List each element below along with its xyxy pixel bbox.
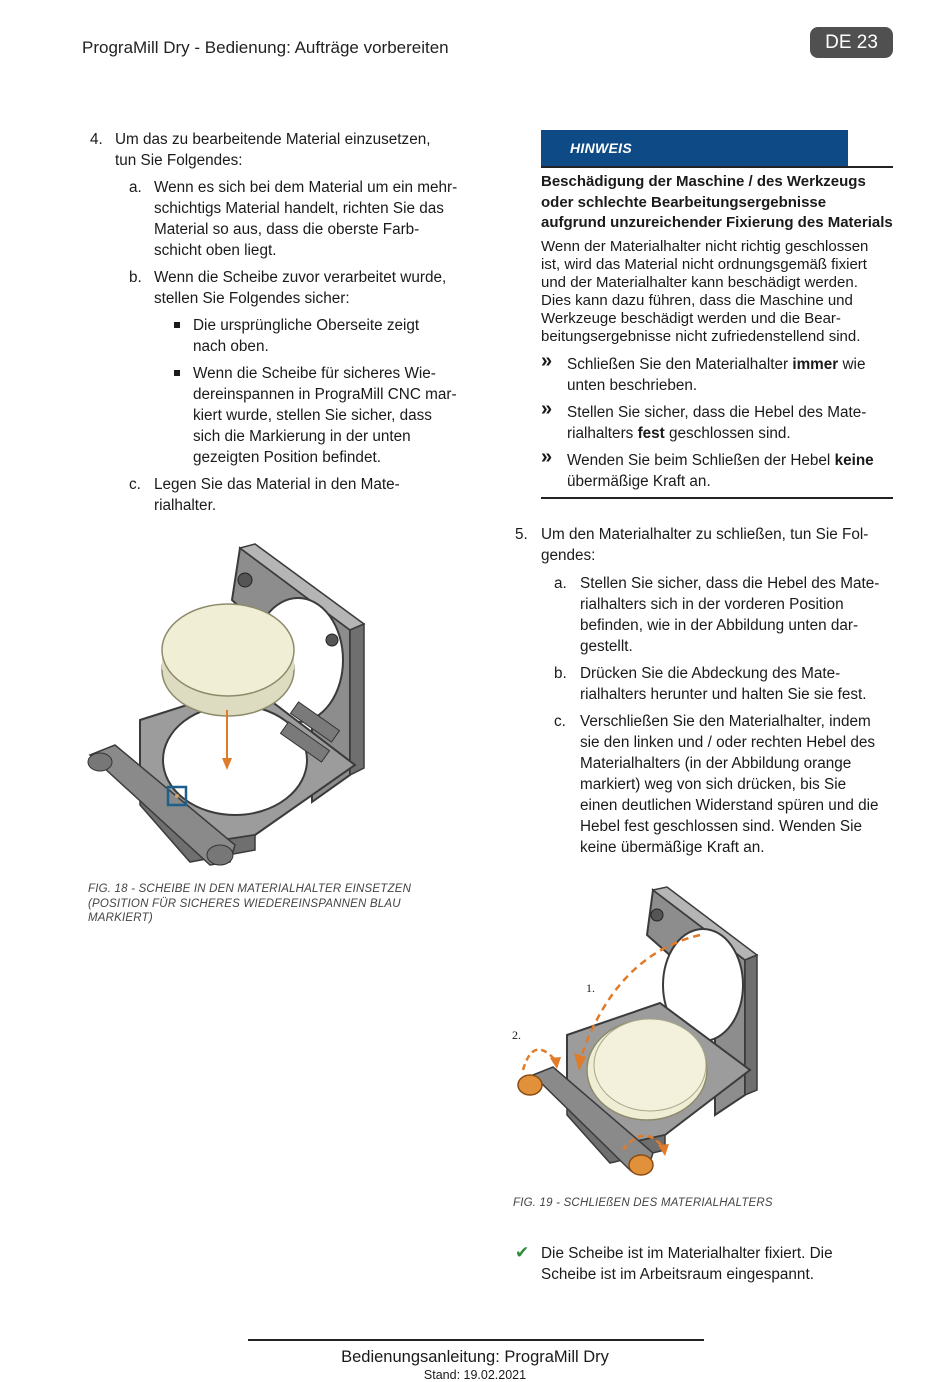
caption-line: FIG. 18 - SCHEIBE IN DEN MATERIALHALTER EINSETZEN [88,883,412,895]
text-line: schichtigs Material handelt, richten Sie das [154,200,444,217]
text-line: oder schlechte Bearbeitungsergebnisse [541,193,827,211]
text-line: beitungsergebnisse nicht zufriedenstellend sind. [541,328,861,345]
figure-19-illustration [505,885,775,1185]
text-line: übermäßige Kraft an. [567,473,711,490]
text-part: Schließen Sie den Materialhalter [567,356,793,373]
text-line: Stellen Sie sicher, dass die Hebel des Mate- [567,404,867,421]
notice-item [567,450,874,492]
text-line: dereinspannen in PrograMill CNC mar- [193,386,457,403]
figure-19-label-1: 1. [586,981,595,995]
emphasis: immer [792,356,839,373]
text-line: und der Materialhalter kann beschädigt werden. [541,274,858,291]
text-line: gezeigten Position befindet. [193,449,381,466]
substep-b-label: b. [129,269,142,286]
text-line: rialhalter. [154,497,217,514]
text-line: Material so aus, dass die oberste Farb- [154,221,420,238]
text-line: Wenn die Scheibe für sicheres Wie- [193,365,436,382]
figure-19-caption: FIG. 19 - SCHLIEßEN DES MATERIALHALTERS [513,1197,773,1209]
figure-18-illustration [80,540,380,875]
text-line: schicht oben liegt. [154,242,277,259]
text-line: gestellt. [580,638,633,655]
checkmark-icon: ✔ [515,1243,530,1262]
footer-title: Bedienungsanleitung: PrograMill Dry [341,1348,609,1366]
text-line: Um das zu bearbeitende Material einzusetzen, [115,131,431,148]
text-line: stellen Sie Folgendes sicher: [154,290,350,307]
notice-heading [541,172,893,234]
substep-b-text [580,663,867,705]
step-5-number: 5. [515,526,528,543]
double-chevron-icon: » [541,446,553,468]
result-text [541,1243,833,1285]
text-line: Wenn die Scheibe zuvor verarbeitet wurde, [154,269,447,286]
notice-body [541,238,868,346]
text-line: tun Sie Folgendes: [115,152,243,169]
text-line: markiert) weg von sich drücken, bis Sie [580,776,847,793]
emphasis: keine [834,452,874,469]
text-part: Wenden Sie beim Schließen der Hebel [567,452,835,469]
notice-top-rule [541,166,893,168]
page-number-badge: DE 23 [810,27,893,58]
text-line: nach oben. [193,338,269,355]
square-bullet-icon [174,322,180,328]
text-line: Die ursprüngliche Oberseite zeigt [193,317,420,334]
substep-c-label: c. [554,713,566,730]
text-line: aufgrund unzureichender Fixierung des Materials [541,214,893,231]
figure-19-label-2: 2. [512,1028,521,1042]
text-line: befinden, wie in der Abbildung unten dar- [580,617,859,634]
text-line: rialhalters herunter und halten Sie sie fest. [580,686,867,703]
text-line: Die Scheibe ist im Materialhalter fixiert. Die [541,1245,833,1262]
text-line: rialhalters sich in der vorderen Position [580,596,844,613]
text-line: Dies kann dazu führen, dass die Maschine und [541,292,853,309]
text-line: Drücken Sie die Abdeckung des Mate- [580,665,841,682]
text-part: wie [838,356,866,373]
notice-item [567,354,865,396]
text-line: Hebel fest geschlossen sind. Wenden Sie [580,818,863,835]
figure-18-caption [88,882,411,926]
text-line: kiert wurde, stellen Sie sicher, dass [193,407,432,424]
text-line: keine übermäßige Kraft an. [580,839,765,856]
footer-date: Stand: 19.02.2021 [423,1368,527,1382]
step-4-text [115,129,430,171]
bullet-item [193,315,419,357]
bullet-item [193,363,457,468]
substep-c-text [580,711,879,858]
substep-c-text [154,474,400,516]
substep-a-label: a. [554,575,567,592]
text-line: Wenn der Materialhalter nicht richtig geschlossen [541,238,869,255]
text-line: sich die Markierung in der unten [193,428,411,445]
caption-line: MARKIERT) [88,912,153,924]
step-5-text [541,524,868,566]
text-line: Materialhalters (in der Abbildung orange [580,755,852,772]
text-line: Um den Materialhalter zu schließen, tun Sie Fol- [541,526,869,543]
text-line: Wenn es sich bei dem Material um ein mehr- [154,179,458,196]
substep-b-text [154,267,446,309]
page-header-title: PrograMill Dry - Bedienung: Aufträge vorbereiten [82,38,449,57]
substep-a-text [580,573,879,657]
substep-c-label: c. [129,476,141,493]
text-line: Legen Sie das Material in den Mate- [154,476,400,493]
notice-item [567,402,866,444]
substep-a-text [154,177,457,261]
text-part: geschlossen sind. [664,425,791,442]
caption-line: (POSITION FÜR SICHERES WIEDEREINSPANNEN BLAU [88,897,401,910]
text-line: ist, wird das Material nicht ordnungsgemäß fixiert [541,256,867,273]
double-chevron-icon: » [541,398,553,420]
notice-label: HINWEIS [541,130,848,167]
text-line: Beschädigung der Maschine / des Werkzeugs [541,173,866,190]
text-line: Werkzeuge beschädigt werden und die Bear- [541,310,841,327]
text-line: Verschließen Sie den Materialhalter, indem [580,713,871,730]
notice-bottom-rule [541,497,893,499]
double-chevron-icon: » [541,350,553,372]
text-part: rialhalters [567,425,638,442]
text-line: Scheibe ist im Arbeitsraum eingespannt. [541,1266,814,1283]
square-bullet-icon [174,370,180,376]
emphasis: fest [637,425,665,442]
step-4-number: 4. [90,131,103,148]
substep-a-label: a. [129,179,142,196]
text-line: gendes: [541,547,596,564]
text-line: einen deutlichen Widerstand spüren und die [580,797,879,814]
substep-b-label: b. [554,665,567,682]
text-line: unten beschrieben. [567,377,698,394]
text-line: Stellen Sie sicher, dass die Hebel des Mate- [580,575,880,592]
footer-rule [248,1339,704,1341]
text-line: sie den linken und / oder rechten Hebel des [580,734,876,751]
